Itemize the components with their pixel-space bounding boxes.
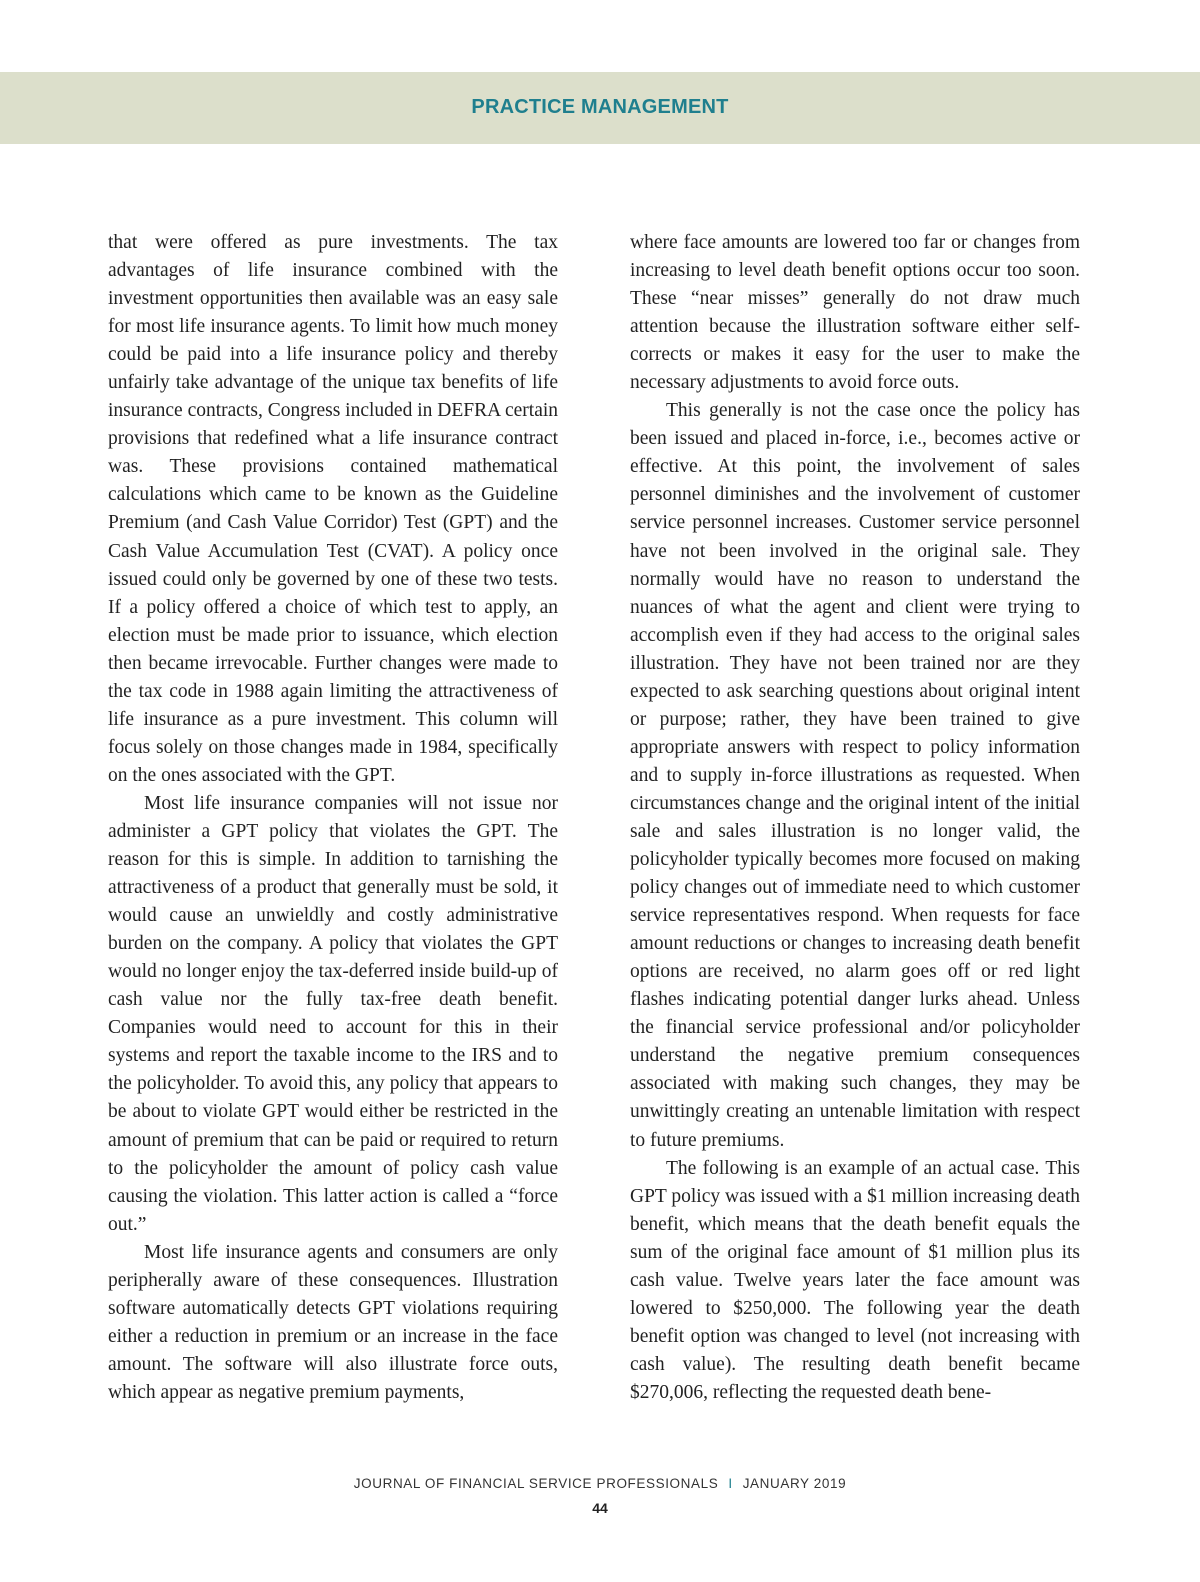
section-title: PRACTICE MANAGEMENT <box>471 96 729 118</box>
body-paragraph: This generally is not the case once the policy has been issued and placed in-force, i.e., becomes active or effective. At this point, the involvement of sales personnel diminishes and the involvement of customer service personnel increases. Customer service personnel have not been involved in the original sale. They normally would have no reason to understand the nuances of what the agent and client were trying to accomplish even if they had access to the original sales illustration. They have not been trained nor are they expected to ask searching questions about original intent or purpose; rather, they have been trained to give appropriate answers with respect to policy information and to supply in-force illustrations as requested. When circumstances change and the original intent of the initial sale and sales illustration is no longer valid, the policyholder typically becomes more focused on making policy changes out of immediate need to which customer service representatives respond. When requests for face amount reductions or changes to increasing death benefit options are received, no alarm goes off or red light flashes indicating potential danger lurks ahead. Unless the financial service professional and/or policyholder understand the negative premium consequences associated with making such changes, they may be unwittingly creating an untenable limitation with respect to future premiums. <box>630 400 1080 1151</box>
running-footer <box>0 1476 1200 1491</box>
issue-date: JANUARY 2019 <box>742 1476 847 1491</box>
body-paragraph: that were offered as pure investments. The tax advantages of life insurance combined with the investment opportunities then available was an easy sale for most life insurance agents. To limit how much money could be paid into a life insurance policy and thereby unfairly take advantage of the unique tax benefits of life insurance contracts, Congress included in DEFRA certain provisions that redefined what a life insurance contract was. These provisions contained mathematical calculations which came to be known as the Guideline Premium (and Cash Value Corridor) Test (GPT) and the Cash Value Accumulation Test (CVAT). A policy once issued could only be governed by one of these two tests. If a policy offered a choice of which test to apply, an election must be made prior to issuance, which election then became irrevocable. Further changes were made to the tax code in 1988 again limiting the attractiveness of life insurance as a pure investment. This column will focus solely on those changes made in 1984, specifically on the ones associated with the GPT. <box>108 232 559 786</box>
footer-separator: I <box>728 1476 733 1491</box>
section-header <box>0 72 1200 144</box>
body-paragraph: where face amounts are lowered too far or changes from increasing to level death benefit options occur too soon. These “near misses” generally do not draw much attention because the illustration software either self-corrects or makes it easy for the user to make the necessary adjustments to avoid force outs. <box>630 232 1080 394</box>
journal-name: JOURNAL OF FINANCIAL SERVICE PROFESSIONALS <box>353 1476 719 1491</box>
page-number: 44 <box>592 1500 608 1516</box>
body-paragraph: Most life insurance companies will not issue nor administer a GPT policy that violates the GPT. The reason for this is simple. In addition to tarnishing the attractiveness of a product that generally must be sold, it would cause an unwieldly and costly administrative burden on the company. A policy that violates the GPT would no longer enjoy the tax-deferred inside build-up of cash value nor the fully tax-free death benefit. Companies would need to account for this in their systems and report the taxable income to the IRS and to the policyholder. To avoid this, any policy that appears to be about to violate GPT would either be restricted in the amount of premium that can be paid or required to return to the policyholder the amount of policy cash value causing the violation. This latter action is called a “force out.” <box>108 792 558 1235</box>
body-paragraph: Most life insurance agents and consumers are only peripherally aware of these consequences. Illustration software automatically detects GPT violations requiring either a reduction in premium or an increase in the face amount. The software will also illustrate force outs, which appear as negative premium payments, <box>108 1241 558 1403</box>
body-paragraph: The following is an example of an actual case. This GPT policy was issued with a $1 million increasing death benefit, which means that the death benefit equals the sum of the original face amount of $1 million plus its cash value. Twelve years later the face amount was lowered to $250,000. The following year the death benefit option was changed to level (not increasing with cash value). The resulting death benefit became $270,006, reflecting the requested death bene- <box>630 1157 1080 1403</box>
left-column <box>108 229 558 1407</box>
right-column <box>630 229 1080 1407</box>
